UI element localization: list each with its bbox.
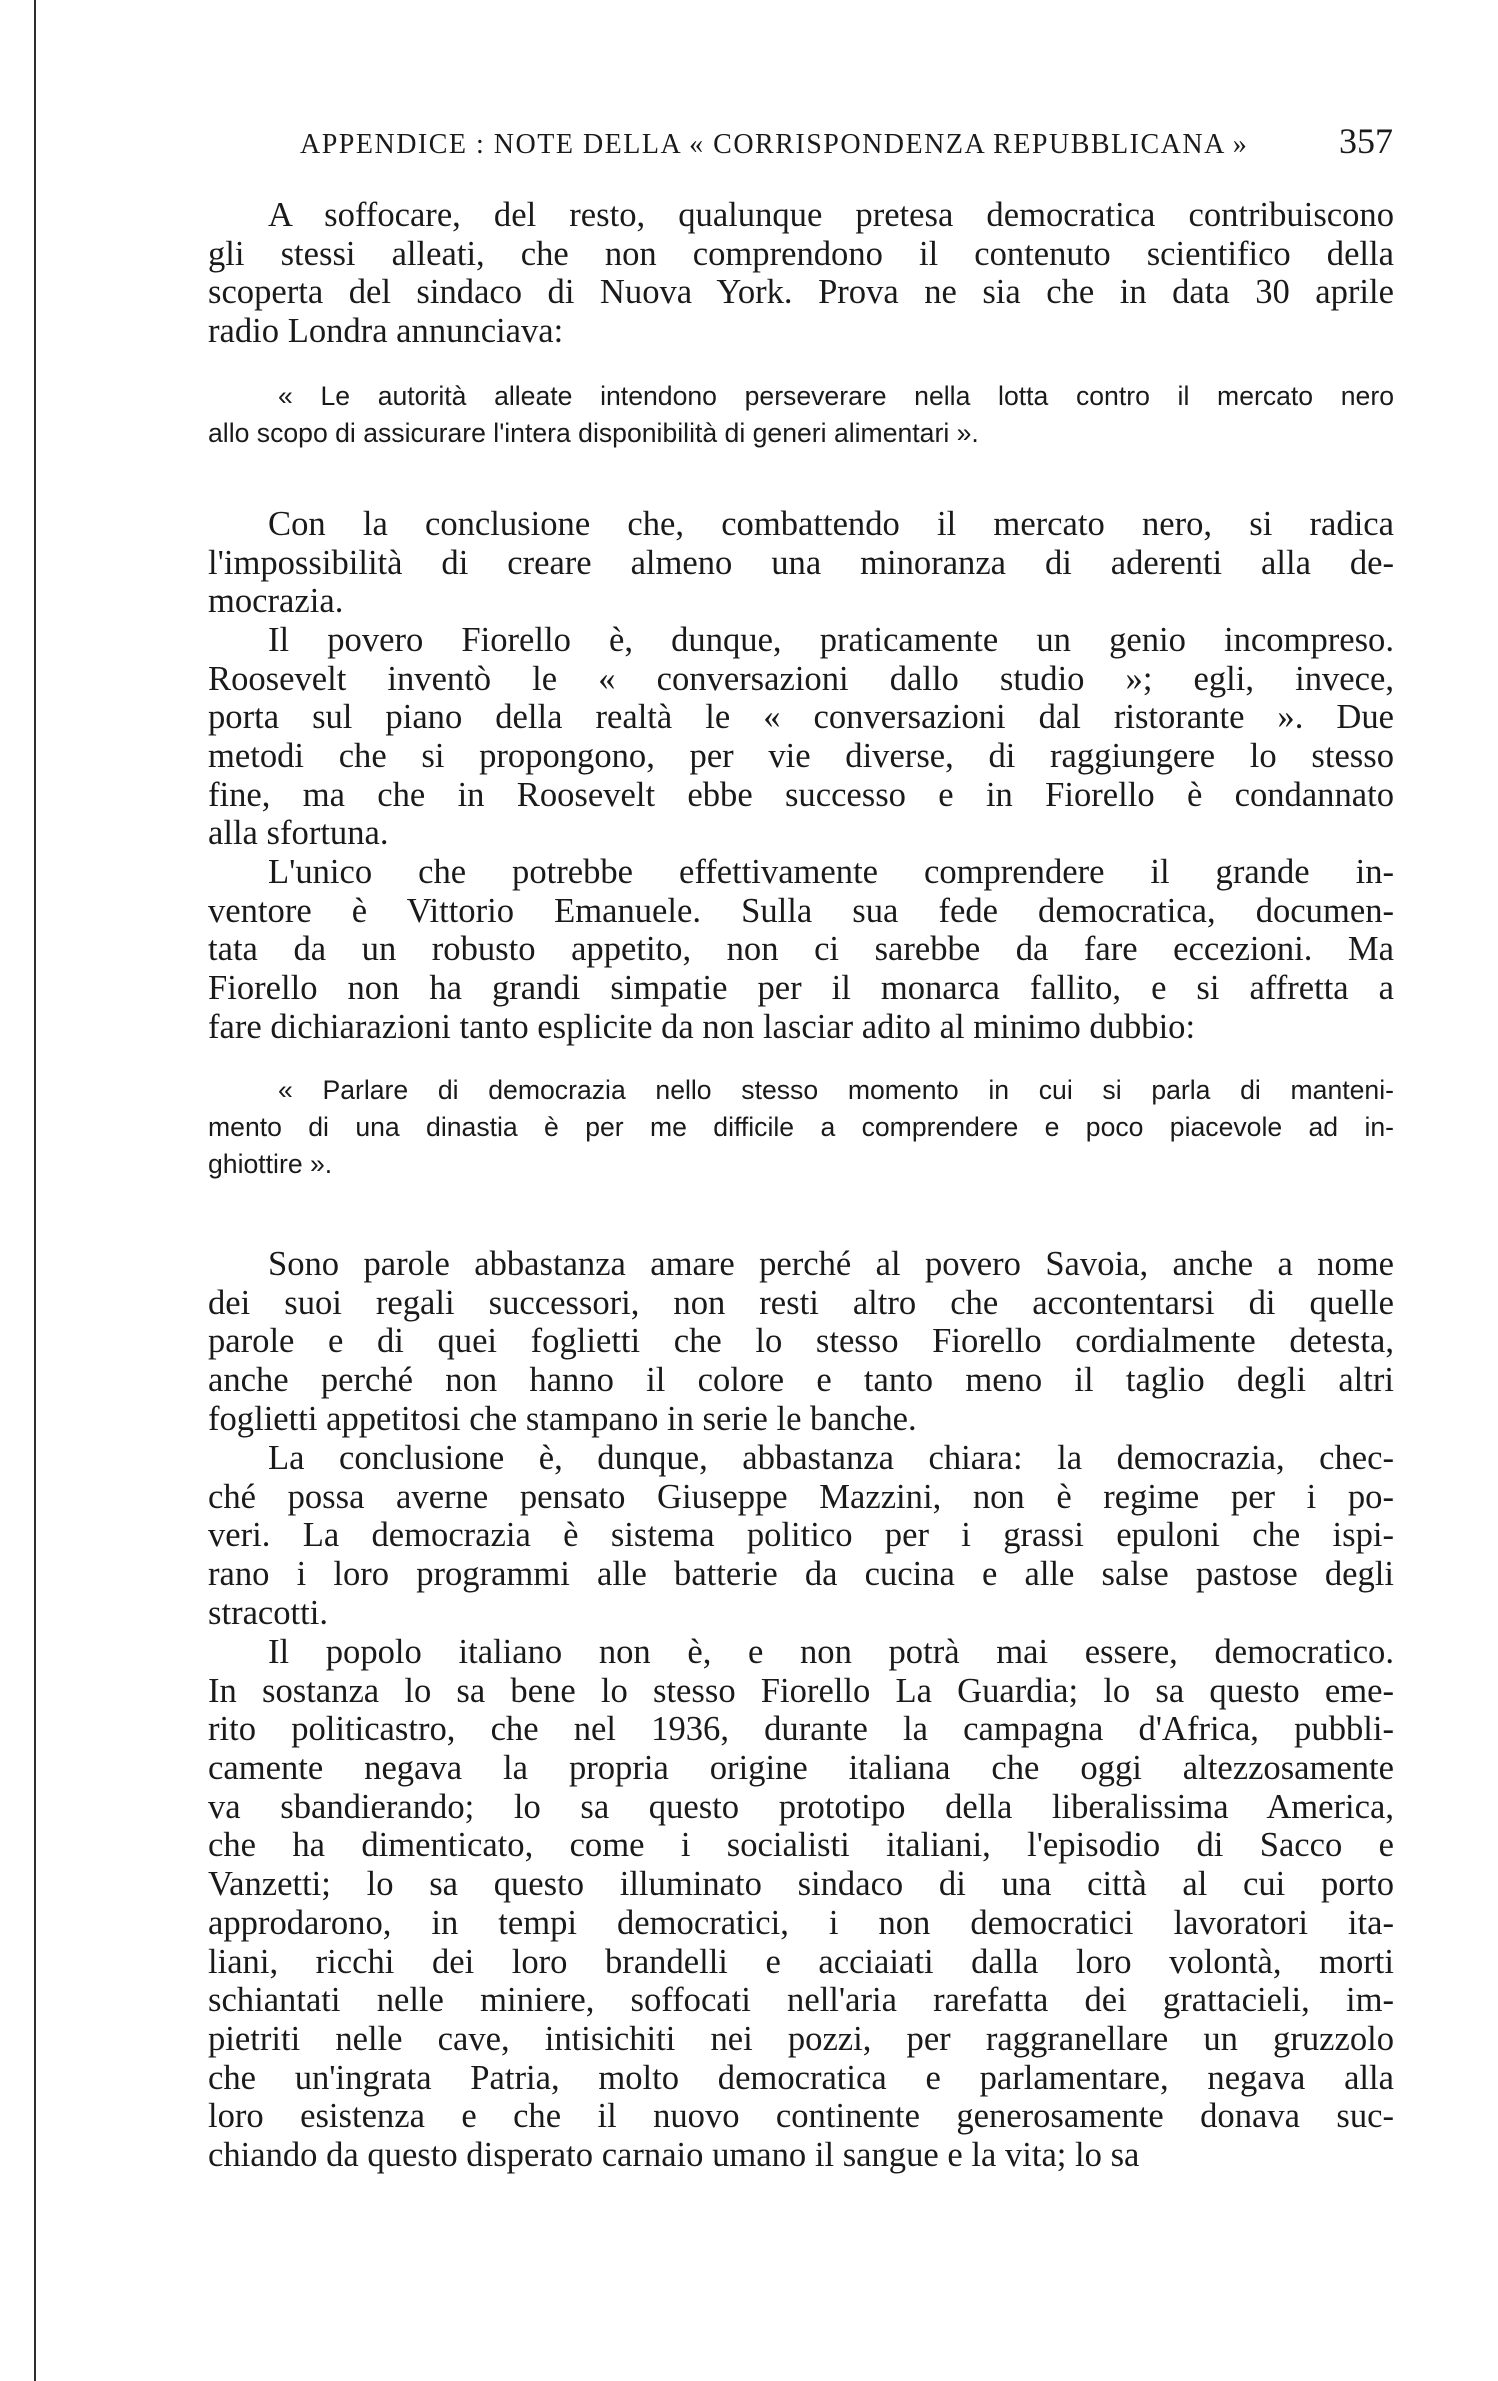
text-line: dei suoi regali successori, non resti altro che accontentarsi di quelle: [208, 1283, 1394, 1322]
text-line: veri. La democrazia è sistema politico per i grassi epuloni che ispi-: [208, 1516, 1394, 1555]
text-line: mento di una dinastia è per me difficile a comprendere e poco piacevole ad in-: [208, 1112, 1394, 1142]
text-line: La conclusione è, dunque, abbastanza chiara: la democrazia, chec-: [268, 1439, 1394, 1477]
text-line: va sbandierando; lo sa questo prototipo della liberalissima America,: [208, 1787, 1394, 1826]
text-line: scoperta del sindaco di Nuova York. Prova ne sia che in data 30 aprile: [208, 273, 1394, 312]
text-line: ché possa averne pensato Giuseppe Mazzini, non è regime per i po-: [208, 1477, 1394, 1516]
paragraph-1: [208, 196, 1394, 351]
text-line: A soffocare, del resto, qualunque pretesa democratica contribuiscono: [268, 196, 1394, 234]
text-line: radio Londra annunciava:: [208, 312, 564, 351]
text-line: Fiorello non ha grandi simpatie per il monarca fallito, e si affretta a: [208, 969, 1394, 1008]
text-line: porta sul piano della realtà le « conversazioni dal ristorante ». Due: [208, 698, 1394, 737]
text-line: Vanzetti; lo sa questo illuminato sindaco di una città al cui porto: [208, 1865, 1394, 1904]
text-line: ghiottire ».: [208, 1149, 333, 1179]
text-line: alla sfortuna.: [208, 814, 389, 853]
running-head-title: APPENDICE : NOTE DELLA « CORRISPONDENZA REPUBBLICANA »: [300, 129, 1249, 160]
paragraph-7: [208, 1633, 1394, 2175]
text-line: chiando da questo disperato carnaio umano il sangue e la vita; lo sa: [208, 2135, 1140, 2174]
text-line: rano i loro programmi alle batterie da cucina e alle salse pastose degli: [208, 1555, 1394, 1594]
text-line: fine, ma che in Roosevelt ebbe successo e in Fiorello è condannato: [208, 775, 1394, 814]
text-line: pietriti nelle cave, intisichiti nei pozzi, per raggranellare un gruzzolo: [208, 2019, 1394, 2058]
text-line: che un'ingrata Patria, molto democratica e parlamentare, negava alla: [208, 2058, 1394, 2097]
text-line: schiantati nelle miniere, soffocati nell'aria rarefatta dei grattacieli, im-: [208, 1981, 1394, 2020]
text-line: parole e di quei foglietti che lo stesso Fiorello cordialmente detesta,: [208, 1322, 1394, 1361]
text-line: ventore è Vittorio Emanuele. Sulla sua fede democratica, documen-: [208, 891, 1394, 930]
text-line: Sono parole abbastanza amare perché al povero Savoia, anche a nome: [268, 1245, 1394, 1283]
text-line: approdarono, in tempi democratici, i non democratici lavoratori ita-: [208, 1903, 1394, 1942]
text-line: Roosevelt inventò le « conversazioni dallo studio »; egli, invece,: [208, 659, 1394, 698]
text-line: L'unico che potrebbe effettivamente comprendere il grande in-: [268, 853, 1394, 891]
text-line: loro esistenza e che il nuovo continente generosamente donava suc-: [208, 2097, 1394, 2136]
text-line: l'impossibilità di creare almeno una minoranza di aderenti alla de-: [208, 543, 1394, 582]
text-line: gli stessi alleati, che non comprendono il contenuto scientifico della: [208, 234, 1394, 273]
text-line: anche perché non hanno il colore e tanto meno il taglio degli altri: [208, 1361, 1394, 1400]
text-line: mocrazia.: [208, 582, 344, 621]
quotation-1: [208, 378, 1394, 452]
text-line: che ha dimenticato, come i socialisti italiani, l'episodio di Sacco e: [208, 1826, 1394, 1865]
text-line: tata da un robusto appetito, non ci sarebbe da fare eccezioni. Ma: [208, 930, 1394, 969]
paragraph-4: [208, 853, 1394, 1046]
text-line: « Le autorità alleate intendono perseverare nella lotta contro il mercato nero: [278, 381, 1394, 411]
page-number: 357: [1339, 121, 1393, 161]
text-line: Con la conclusione che, combattendo il mercato nero, si radica: [268, 505, 1394, 543]
quotation-2: [208, 1072, 1394, 1183]
text-line: liani, ricchi dei loro brandelli e acciaiati dalla loro volontà, morti: [208, 1942, 1394, 1981]
paragraph-6: [208, 1439, 1394, 1632]
text-line: foglietti appetitosi che stampano in serie le banche.: [208, 1399, 917, 1438]
text-line: rito politicastro, che nel 1936, durante la campagna d'Africa, pubbli-: [208, 1710, 1394, 1749]
text-line: camente negava la propria origine italiana che oggi altezzosamente: [208, 1749, 1394, 1788]
text-line: Il povero Fiorello è, dunque, praticamente un genio incompreso.: [268, 621, 1394, 659]
text-line: metodi che si propongono, per vie diverse, di raggiungere lo stesso: [208, 737, 1394, 776]
paragraph-3: [208, 621, 1394, 853]
binding-edge-line: [34, 0, 36, 2381]
text-line: stracotti.: [208, 1593, 329, 1632]
text-line: fare dichiarazioni tanto esplicite da non lasciar adito al minimo dubbio:: [208, 1007, 1196, 1046]
text-line: allo scopo di assicurare l'intera disponibilità di generi alimentari ».: [208, 418, 979, 448]
text-line: « Parlare di democrazia nello stesso momento in cui si parla di manteni-: [278, 1075, 1394, 1105]
running-head: [300, 121, 1393, 163]
paragraph-2: [208, 505, 1394, 621]
paragraph-5: [208, 1245, 1394, 1438]
text-line: Il popolo italiano non è, e non potrà mai essere, democratico.: [268, 1633, 1394, 1671]
text-line: In sostanza lo sa bene lo stesso Fiorello La Guardia; lo sa questo eme-: [208, 1671, 1394, 1710]
